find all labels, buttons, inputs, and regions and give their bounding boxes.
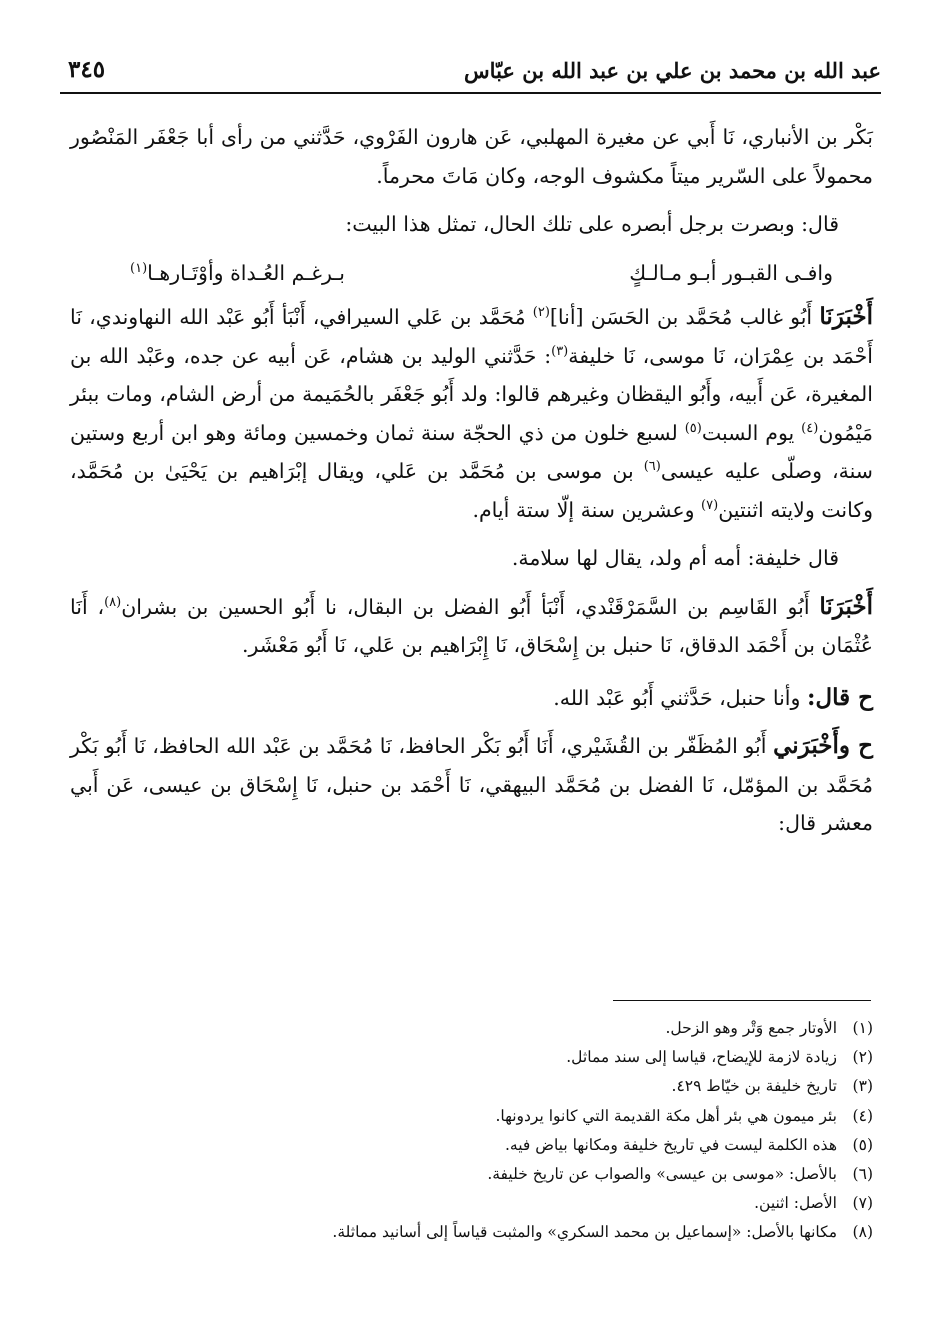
footnote-item [70,1189,873,1218]
narration-lead-word: أَخْبَرَنَا [819,592,873,620]
paragraph-3-part-6: بن موسى بن مُحَمَّد بن عَلي، ويقال إبْرَاهيم بن يَحْيَىٰ بن مُحَمَّد، وكانت ولايته اثنتين [70,459,873,522]
verse-second-hemistich [130,254,345,293]
narration-lead-word: ح قال: [806,683,873,711]
footnote-item [70,1160,873,1189]
footnote-item [70,1072,873,1101]
paragraph-3 [70,298,873,529]
paragraph-5-part-1: أَبُو القَاسِم بن السَّمَرْقَنْدي، أَنْبَأ أَبُو الفضل بن البقال، نا أَبُو الحسين بن بشران [121,594,810,619]
footnote-number: (٦) [852,1165,873,1184]
narration-lead-word: ح وأَخْبَرَني [773,732,873,759]
footnotes [70,1014,873,1248]
footnote-text: بئر ميمون هي بئر أهل مكة القديمة التي كانوا يردونها. [495,1106,837,1125]
footnote-text: بالأصل: «موسى بن عيسى» والصواب عن تاريخ خليفة. [487,1165,837,1184]
paragraph-7 [70,727,873,843]
footnote-separator [613,1000,871,1001]
paragraph-5 [70,588,873,665]
footnote-item [70,1014,873,1043]
verse-second-text: بـرغـم العُـداة وأوْتَـارهـا [147,260,346,285]
footnote-number: (٨) [852,1223,873,1242]
page-number: ٣٤٥ [68,56,106,83]
paragraph-1: بَكْر بن الأنباري، نَا أَبي عن مغيرة المهلبي، عَن هارون الفَرْوي، حَدَّثني من رأى أبا جَعْفَر المَنْصُور محمولاً على السّرير ميتاً مكشوف الوجه، وكان مَاتَ محرماً. [70,125,873,188]
footnote-text: زيادة لازمة للإيضاح، قياسا إلى سند مماثل. [566,1048,837,1067]
footnote-item [70,1131,873,1160]
footnote-ref-3: (٣) [551,343,569,359]
footnote-number: (٥) [852,1135,873,1154]
footnote-number: (٣) [852,1077,873,1096]
paragraph-6 [70,679,873,718]
running-title: عبد الله بن محمد بن علي بن عبد الله بن عبّاس [464,58,881,83]
paragraph-6-text: وأنا حنبل، حَدَّثني أَبُو عَبْد الله. [553,685,801,710]
footnote-text: الأوتار جمع وَتْر وهو الزحل. [665,1019,837,1037]
paragraph-2: قال: وبصرت برجل أبصره على تلك الحال، تمثل هذا البيت: [345,212,839,236]
paragraph-3-part-5: لسبع خلون من ذي الحجّة سنة ثمان وخمسين ومائة وهو ابن أربع وستين سنة، وصلّى عليه عيسى [70,420,873,483]
footnote-number: (٧) [852,1194,873,1213]
footnote-ref-1: (١) [130,260,148,276]
paragraph-3-part-4: يوم السبت [701,420,795,445]
footnote-item [70,1218,873,1247]
footnote-ref-6: (٦) [643,459,661,475]
footnote-text: هذه الكلمة ليست في تاريخ خليفة ومكانها بياض فيه. [504,1135,837,1154]
footnote-number: (١) [852,1019,873,1037]
footnote-text: مكانها بالأصل: «إسماعيل بن محمد السكري» والمثبت قياساً إلى أسانيد مماثلة. [332,1223,837,1242]
footnote-number: (٤) [852,1106,873,1125]
verse-first-hemistich: وافـى القبـور أبـو مـالـكٍ [629,260,833,285]
footnote-ref-7: (٧) [701,497,719,513]
footnote-ref-5: (٥) [684,420,702,436]
paragraph-7-text: أَبُو المُظَفّر بن القُشَيْري، أَنَا أَبُو بَكْر الحافظ، نَا مُحَمَّد بن عَبْد الله الحافظ، نَا أَبُو بَكْر مُحَمَّد بن المؤمّل، نَا الفضل بن مُحَمَّد البيهقي، نَا أَحْمَد بن حنبل، نَا إِسْحَاق بن عيسى، عَن أَبي معشر قال: [70,734,874,835]
paragraph-4: قال خليفة: أمه أم ولد، يقال لها سلامة. [511,546,839,570]
paragraph-3-part-1: أَبُو غالب مُحَمَّد بن الحَسَن [أنا] [549,305,813,329]
footnote-text: تاريخ خليفة بن خيّاط ٤٢٩. [671,1077,837,1096]
footnote-ref-4: (٤) [801,420,819,436]
footnote-item [70,1043,873,1072]
poem-verse [70,254,873,293]
footnote-ref-8: (٨) [104,594,122,610]
main-text [70,118,873,843]
running-header [60,52,881,94]
footnote-ref-2: (٢) [532,305,550,321]
footnote-number: (٢) [852,1048,873,1067]
footnote-item [70,1102,873,1131]
paragraph-3-part-3: : حَدَّثني الوليد بن هشام، عَن أبيه عن جده، وعَبْد الله بن المغيرة، عَن أَبيه، وأَبُو اليقظان وغيرهم قالوا: ولد أَبُو جَعْفَر بالحُمَيمة من أرض الشام، ومات ببئر مَيْمُون [70,343,873,445]
paragraph-3-part-2: مُحَمَّد بن عَلي السيرافي، أَنْبَأ أَبُو عَبْد الله النهاوندي، نَا أَحْمَد بن عِمْرَان، نَا موسى، نَا خليفة [70,305,873,368]
paragraph-3-part-7: وعشرين سنة إلّا ستة أيام. [472,497,695,522]
footnote-text: الأصل: اثنين. [754,1194,837,1213]
paragraph-5-part-2: ، أَنَا عُثْمَان بن أَحْمَد الدقاق، نَا حنبل بن إِسْحَاق، نَا إِبْرَاهيم بن عَلي، نَا أَبُو مَعْشَر. [70,594,873,657]
narration-lead-word: أَخْبَرَنَا [819,303,873,330]
